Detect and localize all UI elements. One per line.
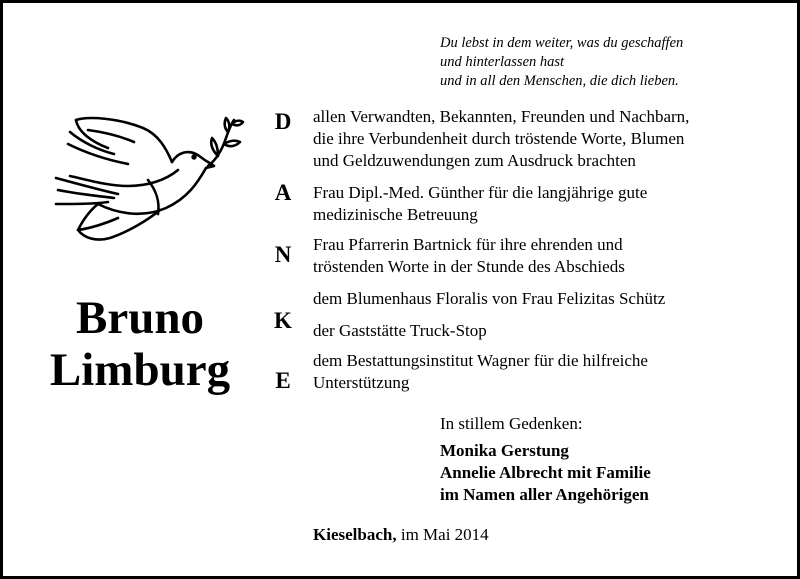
thanks-line: allen Verwandten, Bekannten, Freunden und Nachbarn, [313, 107, 690, 126]
last-name: Limburg [49, 344, 231, 396]
quote-line: und hinterlassen hast [440, 54, 565, 70]
thanks-line: medizinische Betreuung [313, 205, 478, 224]
place-date [313, 525, 489, 545]
dove-with-olive-branch-icon [48, 110, 248, 250]
thanks-line: tröstenden Worte in der Stunde des Abschieds [313, 257, 625, 276]
danke-letter: D [274, 109, 292, 134]
quote-line: Du lebst in dem weiter, was du geschaffen [440, 35, 684, 51]
thanks-line: dem Bestattungsinstitut Wagner für die hilfreiche [313, 351, 648, 370]
danke-letter: K [274, 308, 292, 333]
place-town: Kieselbach, [313, 525, 397, 544]
danke-letter: N [274, 242, 292, 267]
thanks-line: der Gaststätte Truck-Stop [313, 321, 487, 340]
deceased-name [40, 292, 240, 396]
danke-letter: A [274, 180, 292, 205]
thanks-line: dem Blumenhaus Floralis von Frau Felizitas Schütz [313, 289, 666, 308]
signoff [440, 413, 651, 506]
thanks-line: Frau Pfarrerin Bartnick für ihre ehrenden und [313, 235, 623, 254]
mourner-name: Monika Gerstung [440, 441, 569, 460]
danke-letter: E [275, 368, 291, 393]
signoff-intro: In stillem Gedenken: [440, 414, 583, 433]
place-month: im Mai 2014 [400, 525, 489, 544]
quote-line: und in all den Menschen, die dich lieben. [440, 73, 679, 89]
first-name: Bruno [76, 292, 204, 344]
thanks-line: die ihre Verbundenheit durch tröstende Worte, Blumen [313, 129, 685, 148]
mourner-name: im Namen aller Angehörigen [440, 485, 649, 504]
mourner-name: Annelie Albrecht mit Familie [440, 463, 651, 482]
thanks-line: und Geldzuwendungen zum Ausdruck brachten [313, 151, 636, 170]
quote [440, 34, 683, 91]
thanks-line: Frau Dipl.-Med. Günther für die langjährige gute [313, 183, 648, 202]
thanks-line: Unterstützung [313, 373, 410, 392]
